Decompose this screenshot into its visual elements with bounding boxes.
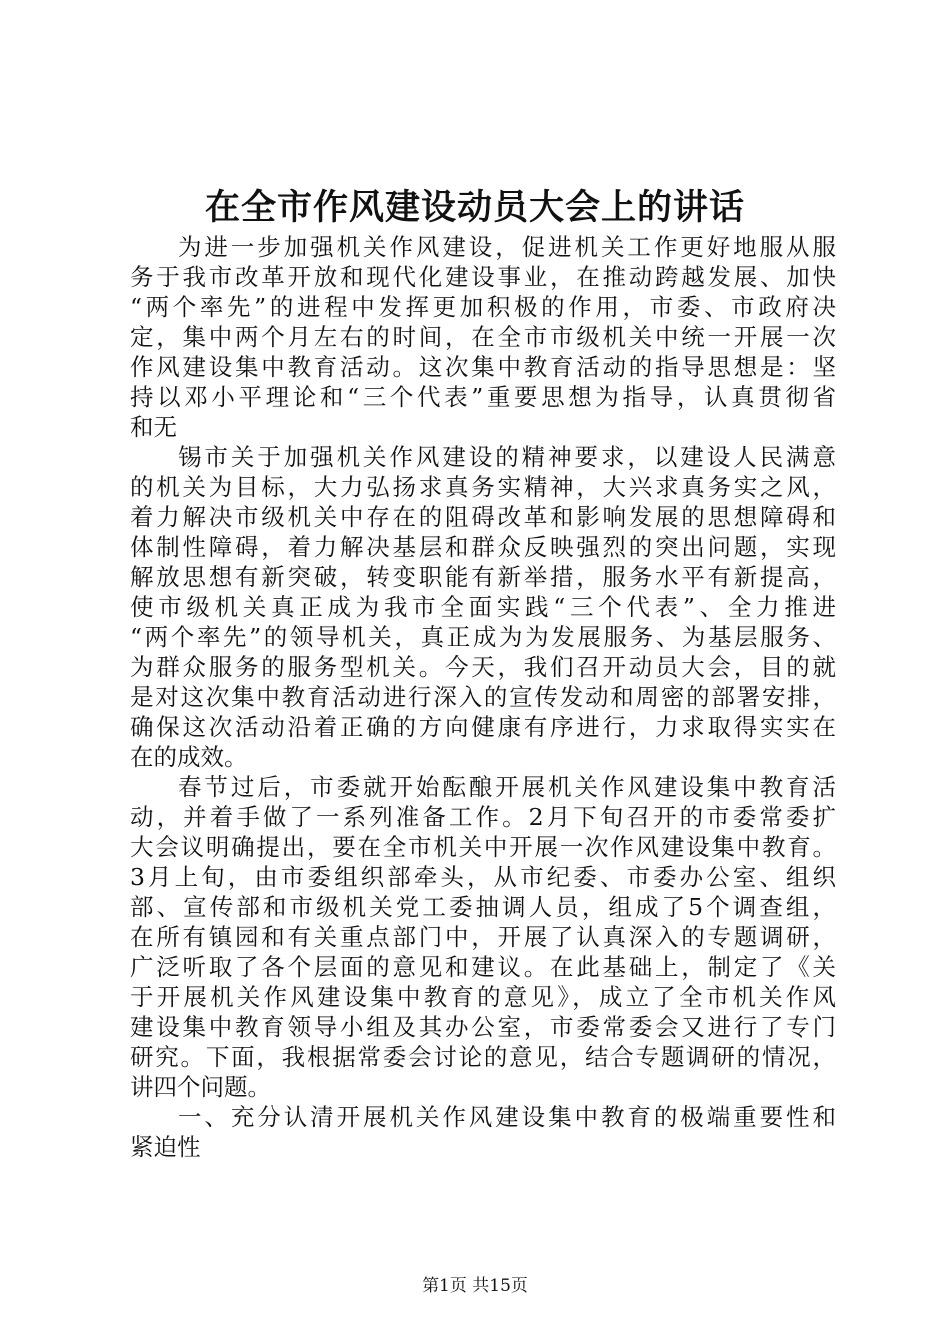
paragraph-line: 定，集中两个月左右的时间，在全市市级机关中统一开展一次 [130, 323, 836, 351]
paragraph-line: 体制性障碍，着力解决基层和群众反映强烈的突出问题，实现 [130, 533, 836, 561]
paragraph-line: 为进一步加强机关作风建设，促进机关工作更好地服从服 [178, 233, 836, 261]
paragraph-line: 一、充分认清开展机关作风建设集中教育的极端重要性和 [178, 1103, 836, 1131]
paragraph [130, 1102, 836, 1162]
paragraph [130, 772, 836, 1102]
page-number: 第1页 共15页 [422, 1276, 528, 1296]
paragraph-line: 和无 [130, 413, 177, 441]
paragraph-line: 务于我市改革开放和现代化建设事业，在推动跨越发展、加快 [130, 263, 836, 291]
paragraph-line: 在所有镇园和有关重点部门中，开展了认真深入的专题调研， [130, 923, 836, 951]
paragraph-line: 3月上旬，由市委组织部牵头，从市纪委、市委办公室、组织 [130, 863, 836, 891]
paragraph-line: 锡市关于加强机关作风建设的精神要求，以建设人民满意 [178, 443, 836, 471]
paragraph-line: 在的成效。 [130, 743, 248, 771]
paragraph-line: 着力解决市级机关中存在的阻碍改革和影响发展的思想障碍和 [130, 503, 836, 531]
document-title: 在全市作风建设动员大会上的讲话 [204, 187, 745, 228]
paragraph-line: 春节过后，市委就开始酝酿开展机关作风建设集中教育活 [178, 773, 836, 801]
paragraph-line: 部、宣传部和市级机关党工委抽调人员，组成了5个调查组， [130, 893, 836, 921]
paragraph [130, 232, 836, 442]
paragraph-line: 使市级机关真正成为我市全面实践“三个代表”、全力推进 [130, 593, 836, 621]
paragraph-line: 解放思想有新突破，转变职能有新举措，服务水平有新提高， [130, 563, 836, 591]
paragraph-line: 是对这次集中教育活动进行深入的宣传发动和周密的部署安排， [130, 683, 836, 711]
paragraph-line: 持以邓小平理论和“三个代表”重要思想为指导，认真贯彻省 [130, 383, 836, 411]
paragraph-line: 大会议明确提出，要在全市机关中开展一次作风建设集中教育。 [130, 833, 836, 861]
paragraph-line: 紧迫性 [130, 1133, 201, 1161]
paragraph-line: “两个率先”的领导机关，真正成为为发展服务、为基层服务、 [130, 623, 836, 651]
paragraph-line: 研究。下面，我根据常委会讨论的意见，结合专题调研的情况， [130, 1043, 836, 1071]
paragraph-line: 为群众服务的服务型机关。今天，我们召开动员大会，目的就 [130, 653, 836, 681]
document-body [130, 232, 836, 1162]
paragraph-line: 于开展机关作风建设集中教育的意见》，成立了全市机关作风 [130, 983, 836, 1011]
paragraph-line: “两个率先”的进程中发挥更加积极的作用，市委、市政府决 [130, 293, 836, 321]
paragraph-line: 动，并着手做了一系列准备工作。2月下旬召开的市委常委扩 [130, 803, 836, 831]
paragraph-line: 作风建设集中教育活动。这次集中教育活动的指导思想是：坚 [130, 353, 836, 381]
paragraph [130, 442, 836, 772]
paragraph-line: 广泛听取了各个层面的意见和建议。在此基础上，制定了《关 [130, 953, 836, 981]
paragraph-line: 确保这次活动沿着正确的方向健康有序进行，力求取得实实在 [130, 713, 836, 741]
paragraph-line: 的机关为目标，大力弘扬求真务实精神，大兴求真务实之风， [130, 473, 836, 501]
paragraph-line: 讲四个问题。 [130, 1073, 271, 1101]
paragraph-line: 建设集中教育领导小组及其办公室，市委常委会又进行了专门 [130, 1013, 836, 1041]
